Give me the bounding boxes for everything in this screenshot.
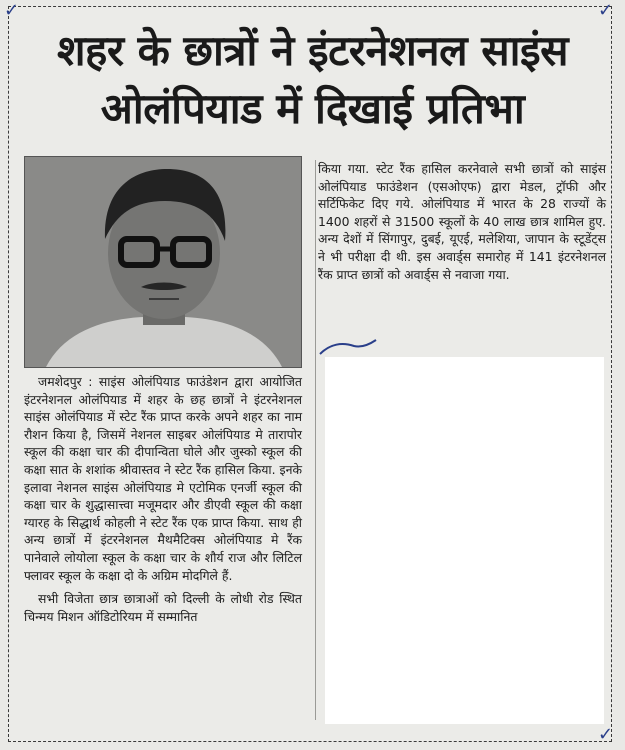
article-paragraph: सभी विजेता छात्र छात्राओं को दिल्ली के लोधी रोड स्थित चिन्मय मिशन ऑडिटोरियम में सम्मानित [24, 591, 302, 624]
portrait-illustration [25, 157, 302, 368]
column-divider [315, 160, 316, 720]
headline-line-2: ओलंपियाड में दिखाई प्रतिभा [100, 84, 525, 133]
pen-tick-mark: ✓ [598, 0, 614, 21]
article-headline [0, 22, 625, 138]
pen-tick-mark: ✓ [4, 0, 20, 21]
blank-area [325, 357, 604, 724]
pen-tick-mark: ✓ [598, 724, 614, 745]
article-paragraph: जमशेदपुर : साइंस ओलंपियाड फाउंडेशन द्वारा आयोजित इंटरनेशनल ओलंपियाड में शहर के छह छात्रों ने इंटरनेशनल साइंस ओलंपियाड में स्टेट रैंक प्राप्त करके अपने शहर का नाम रौशन किया है, जिसमें नेशनल साइबर ओलंपियाड मे तारापोर स्कूल की कक्षा चार की दीपान्विता घोले और जुस्को स्कूल की कक्षा सात के शशांक श्रीवास्तव ने स्टेट रैंक हासिल किया. इनके इलावा नेशनल साइंस ओलंपियाड मे एटोमिक एनर्जी स्कूल की कक्षा चार के शुद्धासात्त्वा मजूमदार और डीएवी स्कूल की कक्षा ग्यारह के सिद्धार्थ कोहली ने स्टेट रैंक एक प्राप्त किया. साथ ही अन्य छात्रों में इंटरनेशनल मैथमैटिक्स ओलंपियाड मे रैंक पानेवाले लोयोला स्कूल के कक्षा चार के शौर्य राज और लिटिल फ्लावर स्कूल के कक्षा दो के अग्रिम मोदगिले हैं. [24, 374, 302, 583]
article-column-right [318, 160, 606, 283]
portrait-photo [24, 156, 302, 368]
headline-line-1: शहर के छात्रों ने इंटरनेशनल साइंस [56, 26, 568, 75]
article-paragraph: किया गया. स्टेट रैंक हासिल करनेवाले सभी छात्रों को साइंस ओलंपियाड फाउंडेशन (एसओएफ) द्वारा मेडल, ट्रॉफी और सर्टिफिकेट दिए गये. ओलंपियाड में भारत के 28 राज्यों के 1400 शहरों से 31500 स्कूलों के 40 लाख छात्र शामिल हुए. अन्य देशों में सिंगापुर, दुबई, यूएई, मलेशिया, जापान के स्टूडेंट्स ने भी परीक्षा दी थी. इस अवार्ड्स समारोह में 141 इंटरनेशनल रैंक प्राप्त छात्रों को अवार्ड्स से नवाजा गया. [318, 161, 606, 282]
article-column-left [24, 373, 302, 625]
